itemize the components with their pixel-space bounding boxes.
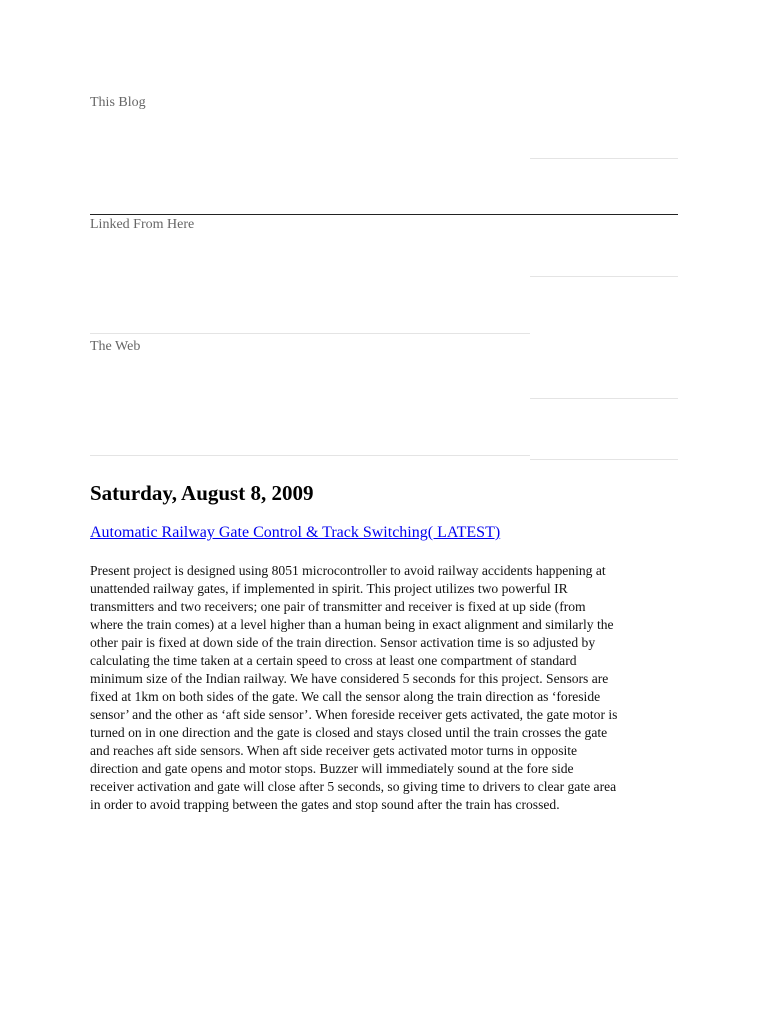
post-body-line: receiver activation and gate will close after 5 seconds, so giving time to drivers to clear gate area bbox=[90, 779, 617, 794]
post-body-line: and reaches aft side sensors. When aft side receiver gets activated motor turns in opposite bbox=[90, 743, 578, 758]
divider bbox=[90, 333, 530, 334]
post-body-line: sensor’ and the other as ‘aft side sensor’. When foreside receiver gets activated, the gate motor is bbox=[90, 707, 618, 722]
post-body-line: direction and gate opens and motor stops. Buzzer will immediately sound at the fore side bbox=[90, 761, 574, 776]
post-body-line: fixed at 1km on both sides of the gate. We call the sensor along the train direction as ‘foreside bbox=[90, 689, 601, 704]
divider bbox=[530, 158, 678, 159]
post-body-line: turned on in one direction and the gate is closed and stays closed until the train crosses the gate bbox=[90, 725, 608, 740]
tab-linked-from-here[interactable]: Linked From Here bbox=[90, 217, 195, 232]
post-body-line: where the train comes) at a level higher than a human being in exact alignment and similarly the bbox=[90, 617, 614, 632]
post-body-line: Present project is designed using 8051 microcontroller to avoid railway accidents happening at bbox=[90, 563, 606, 578]
divider bbox=[530, 459, 678, 460]
post-body-line: calculating the time taken at a certain speed to cross at least one compartment of standard bbox=[90, 653, 577, 668]
post-body-line: unattended railway gates, if implemented in spirit. This project utilizes two powerful IR bbox=[90, 581, 568, 596]
active-tab-divider bbox=[90, 214, 678, 215]
divider bbox=[90, 455, 530, 456]
tab-this-blog[interactable]: This Blog bbox=[90, 95, 146, 110]
post-date-header: Saturday, August 8, 2009 bbox=[90, 481, 314, 505]
post-body-line: minimum size of the Indian railway. We have considered 5 seconds for this project. Sensors are bbox=[90, 671, 609, 686]
post-body-line: transmitters and two receivers; one pair of transmitter and receiver is fixed at up side (from bbox=[90, 599, 586, 614]
tab-the-web[interactable]: The Web bbox=[90, 339, 141, 354]
divider bbox=[530, 276, 678, 277]
post-body-line: in order to avoid trapping between the gates and stop sound after the train has crossed. bbox=[90, 797, 560, 812]
post-body-line: other pair is fixed at down side of the train direction. Sensor activation time is so adjusted by bbox=[90, 635, 596, 650]
post-title-link[interactable]: Automatic Railway Gate Control & Track Switching( LATEST) bbox=[90, 524, 501, 541]
divider bbox=[530, 398, 678, 399]
post-body bbox=[90, 562, 680, 814]
